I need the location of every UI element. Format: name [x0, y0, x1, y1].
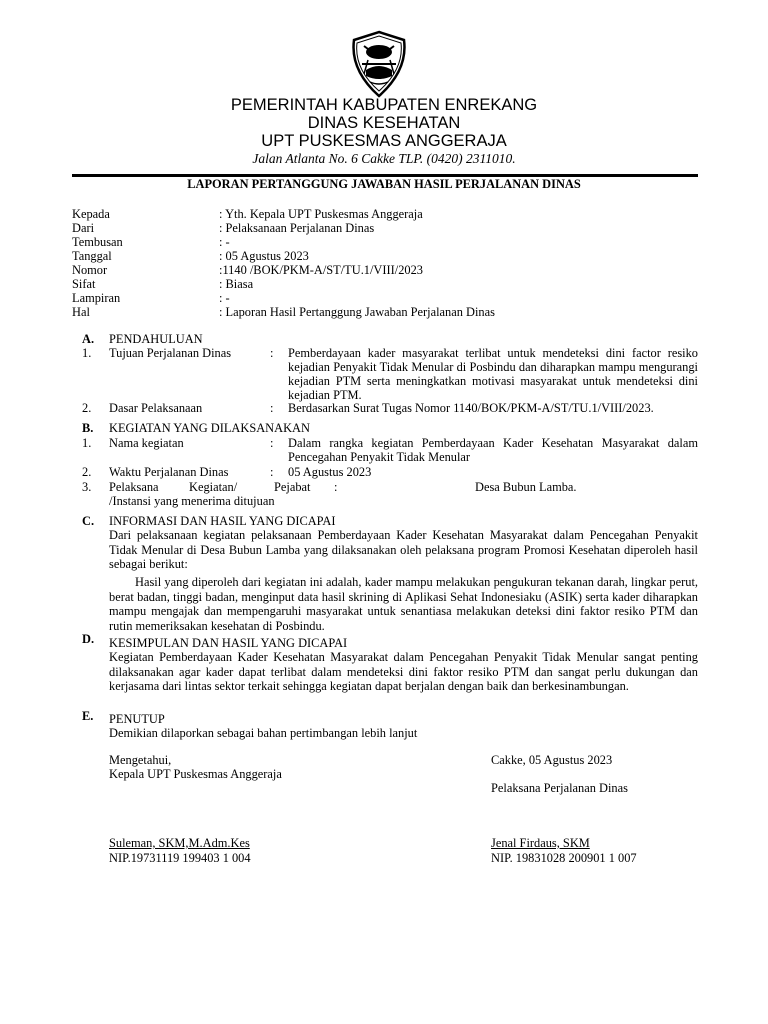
section-a-item1-colon: : [270, 346, 274, 360]
meta-label: Tanggal [72, 249, 112, 263]
section-b-item2-num: 2. [82, 465, 92, 479]
header-line-1: PEMERINTAH KABUPATEN ENREKANG [230, 96, 538, 114]
section-b-item2-label: Waktu Perjalanan Dinas [109, 465, 229, 479]
section-c-letter: C. [82, 514, 95, 528]
header-address: Jalan Atlanta No. 6 Cakke TLP. (0420) 2311010. [252, 151, 516, 166]
section-b-letter: B. [82, 421, 94, 435]
section-b-item2-text: 05 Agustus 2023 [288, 465, 372, 479]
section-c-title: INFORMASI DAN HASIL YANG DICAPAI [109, 514, 336, 528]
signature-left-line-2: Kepala UPT Puskesmas Anggeraja [109, 767, 282, 781]
section-c-paragraph-1: Dari pelaksanaan kegiatan pelaksanaan Pemberdayaan Kader Kesehatan Masyarakat dalam Pencegahan Penyakit Tidak Menular di Desa Bubun Lamba yang dilaksanakan oleh pelaksana program Promosi Kesehatan diperoleh hasil sebagai berikut: [109, 528, 698, 571]
section-b-item3-num: 3. [82, 480, 92, 494]
section-b-item1-text: Dalam rangka kegiatan Pemberdayaan Kader Kesehatan Masyarakat dalam Pencegahan Penyakit Tidak Menular [288, 436, 698, 464]
section-b-item1-label: Nama kegiatan [109, 436, 184, 450]
section-a-item2-num: 2. [82, 401, 92, 415]
meta-value: :1140 /BOK/PKM-A/ST/TU.1/VIII/2023 [219, 263, 423, 277]
section-a-item2-text: Berdasarkan Surat Tugas Nomor 1140/BOK/PKM-A/ST/TU.1/VIII/2023. [288, 401, 654, 415]
meta-value: : 05 Agustus 2023 [219, 249, 309, 263]
section-a-title: PENDAHULUAN [109, 332, 203, 346]
meta-value: : Laporan Hasil Pertanggung Jawaban Perjalanan Dinas [219, 305, 495, 319]
meta-value: : - [219, 291, 230, 305]
section-b-item3-label2: /Instansi yang menerima ditujuan [109, 494, 275, 508]
section-a-item1-num: 1. [82, 346, 92, 360]
section-a-item2-colon: : [270, 401, 274, 415]
section-b-item2-colon: : [270, 465, 274, 479]
header-line-2: DINAS KESEHATAN [307, 114, 461, 132]
meta-label: Kepada [72, 207, 110, 221]
section-c-paragraph-2: Hasil yang diperoleh dari kegiatan ini adalah, kader mampu melakukan pengukuran tekanan darah, lingkar perut, berat badan, tinggi badan, menginput data hasil skrining di Aplikasi Sehat Indonesiaku (ASIK) serta kader diharapkan mampu mengajak dan mempengaruhi masyarakat untuk senantiasa melakukan deteksi dini faktor resiko PTM dan rutin memeriksakan kesehatan di Posbindu. [109, 575, 698, 633]
meta-value: : Yth. Kepala UPT Puskesmas Anggeraja [219, 207, 423, 221]
regency-emblem-icon [346, 30, 412, 98]
signature-left-nip: NIP.19731119 199403 1 004 [109, 851, 251, 865]
section-a-item2-label: Dasar Pelaksanaan [109, 401, 203, 415]
section-b-item3-word3: Pejabat [274, 480, 311, 494]
signature-left-line-1: Mengetahui, [109, 753, 172, 767]
section-e-title: PENUTUP [109, 712, 165, 726]
signature-right-line-1: Cakke, 05 Agustus 2023 [491, 753, 613, 767]
section-b-title: KEGIATAN YANG DILAKSANAKAN [109, 421, 310, 435]
meta-label: Sifat [72, 277, 96, 291]
report-title: LAPORAN PERTANGGUNG JAWABAN HASIL PERJALANAN DINAS [187, 177, 581, 191]
header-line-3: UPT PUSKESMAS ANGGERAJA [261, 132, 507, 150]
section-a-item1-label: Tujuan Perjalanan Dinas [109, 346, 232, 360]
signature-left-name: Suleman, SKM,M.Adm.Kes [109, 836, 250, 850]
meta-value: : Pelaksanaan Perjalanan Dinas [219, 221, 375, 235]
meta-label: Hal [72, 305, 90, 319]
signature-right-name: Jenal Firdaus, SKM [491, 836, 590, 850]
meta-value: : Biasa [219, 277, 254, 291]
section-d-letter: D. [82, 632, 95, 646]
section-e-paragraph: Demikian dilaporkan sebagai bahan pertimbangan lebih lanjut [109, 726, 418, 740]
meta-value: : - [219, 235, 230, 249]
meta-label: Lampiran [72, 291, 121, 305]
section-b-item3-text: Desa Bubun Lamba. [475, 480, 577, 494]
section-b-item3-word1: Pelaksana [109, 480, 159, 494]
signature-right-line-2: Pelaksana Perjalanan Dinas [491, 781, 628, 795]
meta-label: Tembusan [72, 235, 123, 249]
section-b-item1-colon: : [270, 436, 274, 450]
section-e-letter: E. [82, 709, 94, 723]
signature-right-nip: NIP. 19831028 200901 1 007 [491, 851, 637, 865]
meta-label: Dari [72, 221, 95, 235]
section-d-paragraph: Kegiatan Pemberdayaan Kader Kesehatan Masyarakat dalam Pencegahan Penyakit Tidak Menular sangat penting dilaksanakan agar kader dapat terlibat dalam mendeteksi dini faktor resiko PTM dan sangat perlu dukungan dan kerjasama dari lintas sektor terkait sehingga kegiatan dapat berjalan dengan baik dan berkesinambungan. [109, 650, 698, 693]
section-a-letter: A. [82, 332, 95, 346]
section-a-item1-text: Pemberdayaan kader masyarakat terlibat untuk mendeteksi dini factor resiko kejadian Penyakit Tidak Menular di Posbindu dan diharapkan mampu mengurangi kejadian PTM serta meningkatkan motivasi masyarakat untuk mendeteksi dini kejadian PTM. [288, 346, 698, 402]
section-b-item3-word2: Kegiatan/ [189, 480, 238, 494]
meta-label: Nomor [72, 263, 108, 277]
section-b-item3-colon: : [334, 480, 338, 494]
section-d-title: KESIMPULAN DAN HASIL YANG DICAPAI [109, 636, 348, 650]
section-b-item1-num: 1. [82, 436, 92, 450]
